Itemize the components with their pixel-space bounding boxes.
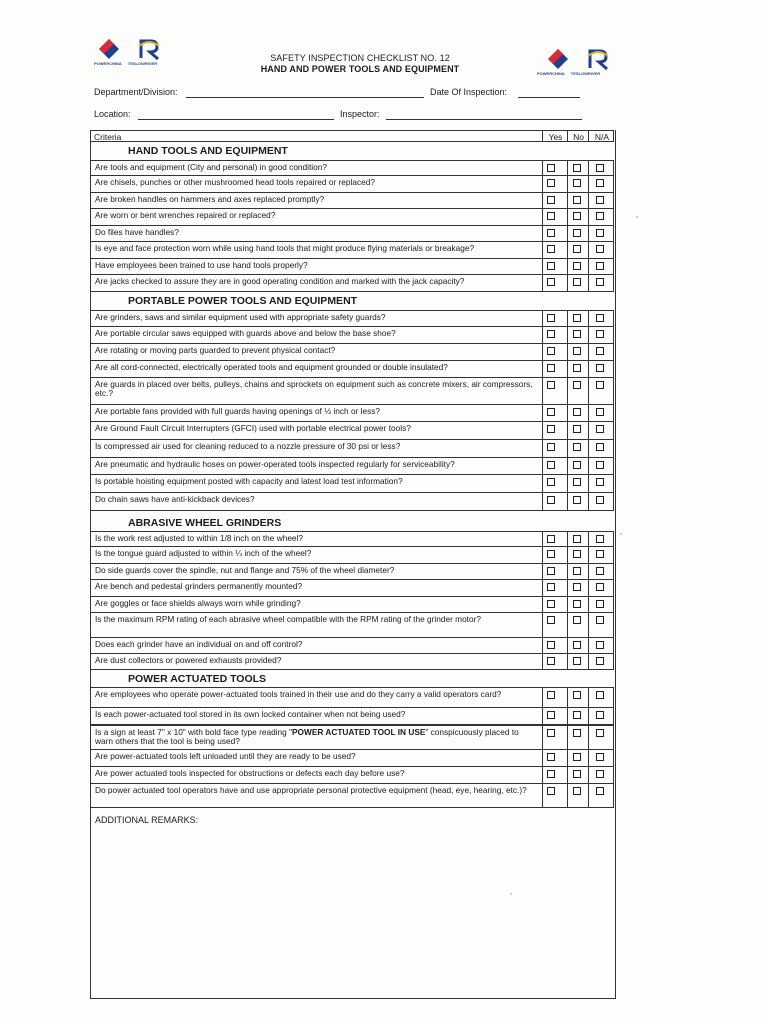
checklist-row (90, 564, 614, 580)
checklist-row (90, 275, 614, 292)
yes-checkbox[interactable] (547, 600, 555, 608)
checklist-question: Are power actuated tools inspected for obstructions or defects each day before use? (95, 768, 405, 778)
yes-checkbox[interactable] (547, 496, 555, 504)
yes-checkbox[interactable] (547, 711, 555, 719)
na-checkbox[interactable] (596, 278, 604, 286)
date-field[interactable] (518, 97, 580, 98)
no-checkbox[interactable] (573, 496, 581, 504)
section-title-abrasive-wheel-grinders: ABRASIVE WHEEL GRINDERS (128, 517, 282, 529)
checklist-question: Are employees who operate power-actuated tools trained in their use and do they carry a valid operators card? (95, 689, 502, 699)
powerchina-logo-icon (96, 36, 122, 62)
checklist-question: Is compressed air used for cleaning reduced to a nozzle pressure of 30 psi or less? (95, 441, 401, 451)
yes-checkbox[interactable] (547, 262, 555, 270)
yes-checkbox[interactable] (547, 179, 555, 187)
no-checkbox[interactable] (573, 212, 581, 220)
yes-checkbox[interactable] (547, 347, 555, 355)
yes-checkbox[interactable] (547, 729, 555, 737)
checklist-row (90, 654, 614, 670)
department-field[interactable] (186, 97, 424, 98)
section-title-power-actuated-tools: POWER ACTUATED TOOLS (128, 673, 267, 685)
na-checkbox[interactable] (596, 567, 604, 575)
checklist-question: Are tools and equipment (City and personal) in good condition? (95, 162, 327, 172)
checklist-question: Do side guards cover the spindle, nut and flange and 75% of the wheel diameter? (95, 565, 395, 575)
no-checkbox[interactable] (573, 567, 581, 575)
no-checkbox[interactable] (573, 196, 581, 204)
checklist-question: Is the work rest adjusted to within 1/8 inch on the wheel? (95, 533, 304, 543)
yellow-river-logo-icon (585, 46, 611, 72)
yes-checkbox[interactable] (547, 550, 555, 558)
location-field[interactable] (138, 119, 334, 120)
checklist-row (90, 613, 614, 638)
yes-checkbox[interactable] (547, 753, 555, 761)
checklist-row (90, 327, 614, 344)
checklist-question: Do power actuated tool operators have and use appropriate personal protective equipment (head, eye, hearing, etc.)? (95, 785, 527, 795)
na-checkbox[interactable] (596, 408, 604, 416)
na-checkbox[interactable] (596, 657, 604, 665)
checklist-question: Are pneumatic and hydraulic hoses on power-operated tools inspected regularly for serviceability? (95, 459, 455, 469)
checklist-row (90, 597, 614, 613)
no-checkbox[interactable] (573, 729, 581, 737)
na-checkbox[interactable] (596, 381, 604, 389)
yes-checkbox[interactable] (547, 691, 555, 699)
checklist-question: Are chisels, punches or other mushroomed head tools repaired or replaced? (95, 177, 375, 187)
department-label: Department/Division: (94, 87, 178, 97)
checklist-row (90, 784, 614, 808)
na-checkbox[interactable] (596, 425, 604, 433)
no-checkbox[interactable] (573, 229, 581, 237)
location-label: Location: (94, 109, 131, 119)
yes-checkbox[interactable] (547, 425, 555, 433)
checklist-question: Do chain saws have anti-kickback devices? (95, 494, 255, 504)
criteria-header: Criteria (94, 132, 122, 142)
yes-header: Yes (548, 132, 563, 142)
no-checkbox[interactable] (573, 364, 581, 372)
checklist-row (90, 580, 614, 597)
no-checkbox[interactable] (573, 278, 581, 286)
no-checkbox[interactable] (573, 443, 581, 451)
yes-checkbox[interactable] (547, 408, 555, 416)
no-checkbox[interactable] (573, 600, 581, 608)
yes-checkbox[interactable] (547, 657, 555, 665)
na-checkbox[interactable] (596, 314, 604, 322)
checklist-row (90, 405, 614, 422)
checklist-question: Are rotating or moving parts guarded to prevent physical contact? (95, 345, 336, 355)
additional-remarks-label: ADDITIONAL REMARKS: (95, 815, 199, 825)
na-checkbox[interactable] (596, 583, 604, 591)
no-checkbox[interactable] (573, 164, 581, 172)
na-checkbox[interactable] (596, 196, 604, 204)
no-checkbox[interactable] (573, 583, 581, 591)
checklist-question: Are broken handles on hammers and axes replaced promptly? (95, 194, 325, 204)
checklist-question: Are portable circular saws equipped with guards above and below the base shoe? (95, 328, 396, 338)
checklist-question: Is the maximum RPM rating of each abrasive wheel compatible with the RPM rating of the grinder motor? (95, 614, 481, 624)
yellow-river-logo-icon (136, 36, 162, 62)
na-checkbox[interactable] (596, 229, 604, 237)
checklist-question: Are jacks checked to assure they are in good operating condition and marked with the jack capacity? (95, 276, 465, 286)
na-checkbox[interactable] (596, 443, 604, 451)
na-checkbox[interactable] (596, 212, 604, 220)
checklist-question: Does each grinder have an individual on and off control? (95, 639, 303, 649)
yes-checkbox[interactable] (547, 443, 555, 451)
checklist-row (90, 344, 614, 361)
yes-checkbox[interactable] (547, 787, 555, 795)
no-checkbox[interactable] (573, 408, 581, 416)
yes-checkbox[interactable] (547, 212, 555, 220)
yes-checkbox[interactable] (547, 641, 555, 649)
checklist-question: Have employees been trained to use hand tools properly? (95, 260, 308, 270)
na-checkbox[interactable] (596, 691, 604, 699)
checklist-row (90, 547, 614, 564)
checklist-question: Are dust collectors or powered exhausts provided? (95, 655, 282, 665)
checklist-question: Are portable fans provided with full guards having openings of ½ inch or less? (95, 406, 381, 416)
checklist-question: Are goggles or face shields always worn while grinding? (95, 598, 301, 608)
na-checkbox[interactable] (596, 616, 604, 624)
no-checkbox[interactable] (573, 478, 581, 486)
na-checkbox[interactable] (596, 262, 604, 270)
na-checkbox[interactable] (596, 461, 604, 469)
no-checkbox[interactable] (573, 691, 581, 699)
checklist-row (90, 209, 614, 226)
na-checkbox[interactable] (596, 347, 604, 355)
checklist-row (90, 687, 614, 708)
checklist-row (90, 310, 614, 327)
date-label: Date Of Inspection: (430, 87, 508, 97)
na-header: N/A (594, 132, 610, 142)
na-checkbox[interactable] (596, 164, 604, 172)
additional-remarks-area[interactable] (90, 812, 614, 998)
logo-caption-1: POWERCHINA (94, 61, 122, 66)
checklist-question: Is portable hoisting equipment posted with capacity and latest load test information? (95, 476, 403, 486)
na-checkbox[interactable] (596, 770, 604, 778)
na-checkbox[interactable] (596, 729, 604, 737)
yes-checkbox[interactable] (547, 278, 555, 286)
checklist-row (90, 176, 614, 193)
checklist-question: Are guards in placed over belts, pulleys, chains and sprockets on equipment such as concrete mixers, air compressors, etc.? (95, 379, 533, 398)
no-checkbox[interactable] (573, 330, 581, 338)
checklist-question: Are bench and pedestal grinders permanently mounted? (95, 581, 303, 591)
logo-caption-1: POWERCHINA (537, 71, 565, 76)
checklist-row (90, 638, 614, 654)
yes-checkbox[interactable] (547, 364, 555, 372)
checklist-question: Is eye and face protection worn while using hand tools that might produce flying materials or breakage? (95, 243, 475, 253)
yes-checkbox[interactable] (547, 535, 555, 543)
checklist-question: Are Ground Fault Circuit Interrupters (GFCI) used with portable electrical power tools? (95, 423, 411, 433)
yes-checkbox[interactable] (547, 461, 555, 469)
yes-checkbox[interactable] (547, 583, 555, 591)
checklist-question: Is the tongue guard adjusted to within ¼ inch of the wheel? (95, 548, 312, 558)
no-checkbox[interactable] (573, 550, 581, 558)
na-checkbox[interactable] (596, 535, 604, 543)
na-checkbox[interactable] (596, 478, 604, 486)
company-logo (94, 36, 174, 70)
logo-caption-2: TESLOWRIVER (570, 71, 601, 76)
checklist-row (90, 767, 614, 784)
no-header: No (573, 132, 584, 142)
checklist-row (90, 493, 614, 511)
no-checkbox[interactable] (573, 245, 581, 253)
checklist-row (90, 422, 614, 440)
checklist-row (90, 242, 614, 259)
checklist-row (90, 475, 614, 493)
checklist-row (90, 193, 614, 209)
no-checkbox[interactable] (573, 381, 581, 389)
na-checkbox[interactable] (596, 245, 604, 253)
checklist-row (90, 458, 614, 475)
na-checkbox[interactable] (596, 711, 604, 719)
na-checkbox[interactable] (596, 600, 604, 608)
checklist-question: Is a sign at least 7" x 10" with bold face type reading "POWER ACTUATED TOOL IN USE" conspicuously placed to warn others that the tool is being used? (95, 727, 519, 746)
yes-checkbox[interactable] (547, 616, 555, 624)
yes-checkbox[interactable] (547, 245, 555, 253)
section-title-hand-tools: HAND TOOLS AND EQUIPMENT (128, 145, 288, 157)
checklist-question: Are all cord-connected, electrically operated tools and equipment grounded or double insulated? (95, 362, 448, 372)
checklist-row (90, 378, 614, 405)
checklist-question: Are worn or bent wrenches repaired or replaced? (95, 210, 276, 220)
checklist-question: Do files have handles? (95, 227, 179, 237)
yes-checkbox[interactable] (547, 164, 555, 172)
checklist-question: Is each power-actuated tool stored in its own locked container when not being used? (95, 709, 406, 719)
checklist-question: Are grinders, saws and similar equipment used with appropriate safety guards? (95, 312, 386, 322)
no-checkbox[interactable] (573, 641, 581, 649)
checklist-row (90, 750, 614, 767)
na-checkbox[interactable] (596, 496, 604, 504)
no-checkbox[interactable] (573, 711, 581, 719)
checklist-row (90, 440, 614, 458)
yes-checkbox[interactable] (547, 567, 555, 575)
checklist-row (90, 226, 614, 242)
checklist-question: Are power-actuated tools left unloaded until they are ready to be used? (95, 751, 356, 761)
no-checkbox[interactable] (573, 657, 581, 665)
no-checkbox[interactable] (573, 535, 581, 543)
na-checkbox[interactable] (596, 330, 604, 338)
powerchina-logo-icon (545, 46, 571, 72)
no-checkbox[interactable] (573, 753, 581, 761)
company-logo (537, 46, 617, 80)
no-checkbox[interactable] (573, 347, 581, 355)
na-checkbox[interactable] (596, 179, 604, 187)
no-checkbox[interactable] (573, 314, 581, 322)
checklist-row (90, 160, 614, 176)
yes-checkbox[interactable] (547, 478, 555, 486)
checklist-row (90, 531, 614, 547)
logo-caption-2: TESLOWRIVER (127, 61, 158, 66)
checklist-subject-title: HAND AND POWER TOOLS AND EQUIPMENT (260, 64, 460, 74)
no-checkbox[interactable] (573, 461, 581, 469)
table-header (90, 130, 614, 142)
na-checkbox[interactable] (596, 787, 604, 795)
checklist-row (90, 725, 614, 750)
yes-checkbox[interactable] (547, 229, 555, 237)
checklist-row (90, 361, 614, 378)
yes-checkbox[interactable] (547, 770, 555, 778)
checklist-number-title: SAFETY INSPECTION CHECKLIST NO. 12 (270, 53, 450, 63)
na-checkbox[interactable] (596, 753, 604, 761)
checklist-row (90, 259, 614, 275)
section-title-portable-power-tools: PORTABLE POWER TOOLS AND EQUIPMENT (128, 295, 358, 307)
no-checkbox[interactable] (573, 179, 581, 187)
no-checkbox[interactable] (573, 787, 581, 795)
no-checkbox[interactable] (573, 616, 581, 624)
no-checkbox[interactable] (573, 770, 581, 778)
no-checkbox[interactable] (573, 425, 581, 433)
inspector-label: Inspector: (340, 109, 380, 119)
yes-checkbox[interactable] (547, 381, 555, 389)
yes-checkbox[interactable] (547, 196, 555, 204)
yes-checkbox[interactable] (547, 314, 555, 322)
na-checkbox[interactable] (596, 550, 604, 558)
no-checkbox[interactable] (573, 262, 581, 270)
checklist-row (90, 708, 614, 725)
na-checkbox[interactable] (596, 364, 604, 372)
inspector-field[interactable] (386, 119, 582, 120)
na-checkbox[interactable] (596, 641, 604, 649)
yes-checkbox[interactable] (547, 330, 555, 338)
